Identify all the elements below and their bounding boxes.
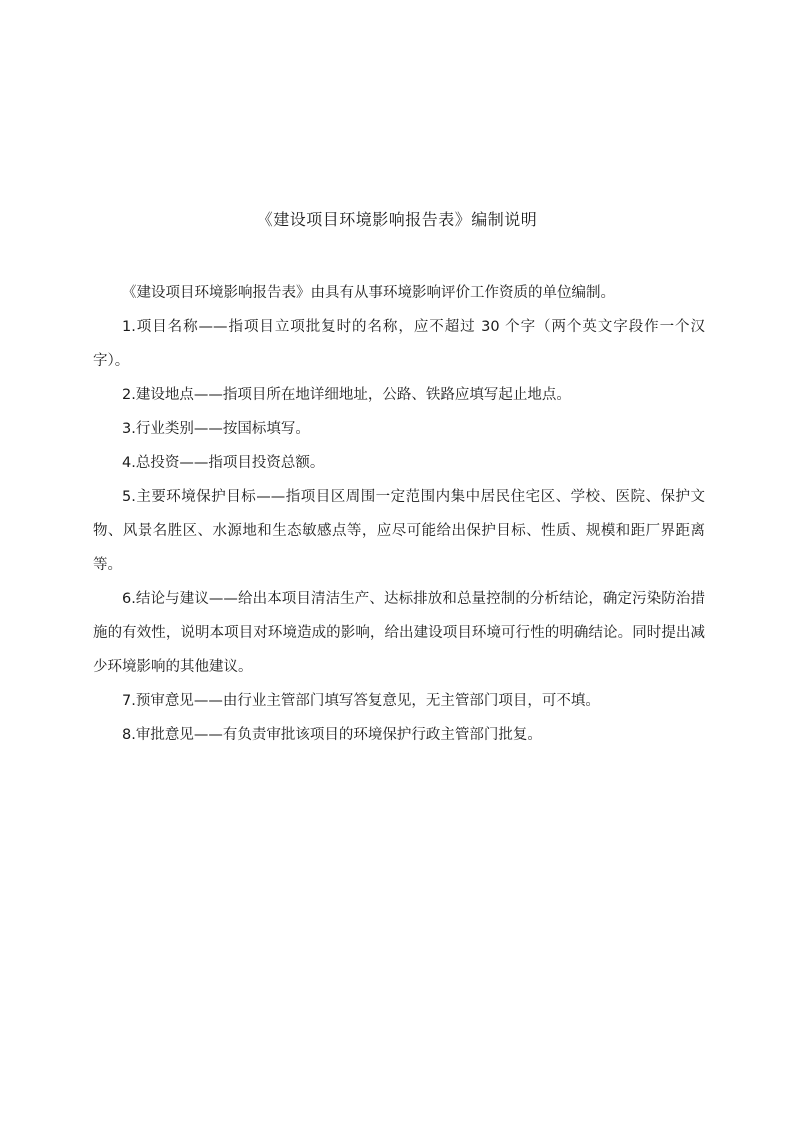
- item-total-investment: 4.总投资——指项目投资总额。: [122, 455, 325, 471]
- item-project-name: 1.项目名称——指项目立项批复时的名称，应不超过 30 个字（两个英文字段作一个汉字）。: [93, 319, 705, 369]
- item-protection-targets: 5.主要环境保护目标——指项目区周围一定范围内集中居民住宅区、学校、医院、保护文物、风景名胜区、水源地和生态敏感点等，应尽可能给出保护目标、性质、规模和距厂界距离等。: [93, 489, 705, 573]
- intro-paragraph: 《建设项目环境影响报告表》由具有从事环境影响评价工作资质的单位编制。: [122, 285, 615, 301]
- item-pre-review-opinion: 7.预审意见——由行业主管部门填写答复意见，无主管部门项目，可不填。: [122, 693, 600, 709]
- document-body: [93, 276, 705, 752]
- item-conclusions: 6.结论与建议——给出本项目清洁生产、达标排放和总量控制的分析结论，确定污染防治措施的有效性，说明本项目对环境造成的影响，给出建设项目环境可行性的明确结论。同时提出减少环境影响的其他建议。: [93, 591, 705, 675]
- item-approval-opinion: 8.审批意见——有负责审批该项目的环境保护行政主管部门批复。: [122, 727, 542, 743]
- document-title: 《建设项目环境影响报告表》编制说明: [256, 210, 538, 229]
- item-construction-site: 2.建设地点——指项目所在地详细地址，公路、铁路应填写起止地点。: [122, 387, 571, 403]
- item-industry-category: 3.行业类别——按国标填写。: [122, 421, 310, 437]
